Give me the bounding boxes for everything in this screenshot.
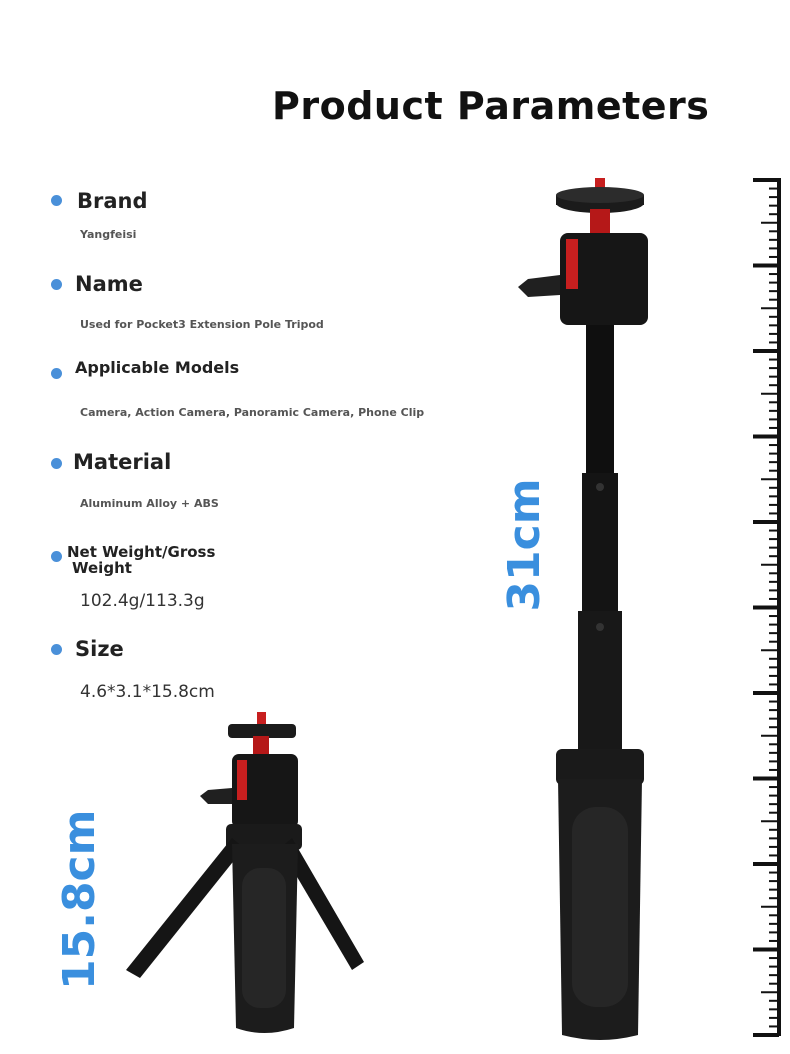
- ruler-tick: [769, 966, 779, 968]
- ruler-tick: [769, 829, 779, 831]
- ruler-tick: [761, 307, 779, 309]
- ruler-tick: [753, 948, 779, 952]
- ruler-tick: [769, 299, 779, 301]
- ruler-tick: [769, 632, 779, 634]
- ruler-tick: [769, 495, 779, 497]
- ruler-tick: [769, 1025, 779, 1027]
- ruler-tick: [769, 709, 779, 711]
- ruler-tick: [761, 906, 779, 908]
- ruler-tick: [769, 427, 779, 429]
- ruler-tick: [753, 178, 779, 182]
- ruler-tick: [769, 837, 779, 839]
- ruler-tick: [769, 940, 779, 942]
- ruler-tick: [769, 512, 779, 514]
- bullet-icon: [51, 458, 62, 469]
- spec-value: 4.6*3.1*15.8cm: [80, 682, 215, 702]
- dimension-label-extended: 31cm: [499, 478, 550, 612]
- ruler-tick: [769, 444, 779, 446]
- spec-label: Material: [73, 450, 172, 474]
- spec-label: Name: [75, 272, 143, 296]
- dimension-label-folded: 15.8cm: [54, 809, 105, 990]
- tripod-leg-left: [126, 838, 244, 978]
- ruler-tick: [769, 538, 779, 540]
- ruler-tick: [769, 726, 779, 728]
- ruler-tick: [769, 889, 779, 891]
- ruler-tick: [769, 247, 779, 249]
- ruler-tick: [769, 624, 779, 626]
- bullet-icon: [51, 551, 62, 562]
- spec-value: Aluminum Alloy + ABS: [80, 497, 219, 510]
- ruler-tick: [769, 316, 779, 318]
- ruler-tick: [769, 324, 779, 326]
- spec-value: Used for Pocket3 Extension Pole Tripod: [80, 318, 324, 331]
- ruler-tick: [769, 846, 779, 848]
- ruler-tick: [769, 880, 779, 882]
- ruler-tick: [769, 1008, 779, 1010]
- ruler-tick: [769, 897, 779, 899]
- ruler-tick: [769, 461, 779, 463]
- spec-value: Camera, Action Camera, Panoramic Camera, Phone Clip: [80, 406, 425, 419]
- ruler-tick: [769, 333, 779, 335]
- ruler-tick: [769, 854, 779, 856]
- ruler-tick: [769, 256, 779, 258]
- ruler-tick: [769, 230, 779, 232]
- ruler-tick: [753, 1033, 779, 1037]
- page-title: Product Parameters: [272, 84, 710, 128]
- ruler-tick: [769, 367, 779, 369]
- ruler-tick: [769, 666, 779, 668]
- ruler-tick: [761, 820, 779, 822]
- spec-label: Brand: [77, 189, 148, 213]
- spec-label: Size: [75, 637, 124, 661]
- ruler-tick: [753, 520, 779, 524]
- ruler: [725, 178, 785, 1048]
- ruler-tick: [769, 273, 779, 275]
- ruler-tick: [753, 777, 779, 781]
- ruler-tick: [769, 239, 779, 241]
- ruler-tick: [753, 691, 779, 695]
- bullet-icon: [51, 195, 62, 206]
- ruler-tick: [769, 205, 779, 207]
- ruler-tick: [769, 812, 779, 814]
- ruler-tick: [769, 547, 779, 549]
- ruler-tick: [769, 957, 779, 959]
- ruler-tick: [769, 401, 779, 403]
- ruler-tick: [769, 341, 779, 343]
- ruler-tick: [769, 658, 779, 660]
- pole-segment-1: [586, 325, 614, 475]
- ruler-tick: [769, 418, 779, 420]
- lock-knob: [200, 788, 232, 804]
- spec-value: 102.4g/113.3g: [80, 591, 205, 611]
- ruler-tick: [761, 222, 779, 224]
- lock-knob: [518, 275, 560, 297]
- ruler-tick: [753, 435, 779, 439]
- bullet-icon: [51, 368, 62, 379]
- ruler-tick: [753, 862, 779, 866]
- ruler-tick: [769, 470, 779, 472]
- ruler-tick: [769, 282, 779, 284]
- ruler-tick: [769, 598, 779, 600]
- ruler-tick: [769, 453, 779, 455]
- ruler-tick: [769, 795, 779, 797]
- ruler-tick: [769, 188, 779, 190]
- ruler-tick: [761, 991, 779, 993]
- ruler-tick: [769, 581, 779, 583]
- ruler-tick: [769, 572, 779, 574]
- folded-tripod-image: [120, 708, 380, 1038]
- ruler-tick: [769, 923, 779, 925]
- spec-value: Yangfeisi: [80, 228, 137, 241]
- ruler-tick: [769, 555, 779, 557]
- ruler-tick: [769, 504, 779, 506]
- ruler-tick: [769, 769, 779, 771]
- bullet-icon: [51, 644, 62, 655]
- spec-label-line1: Net Weight/Gross: [67, 543, 216, 561]
- ruler-tick: [769, 931, 779, 933]
- ruler-tick: [769, 974, 779, 976]
- ruler-tick: [769, 410, 779, 412]
- ruler-tick: [769, 803, 779, 805]
- spec-label: Applicable Models: [75, 358, 240, 377]
- ruler-tick: [769, 983, 779, 985]
- ruler-tick: [761, 564, 779, 566]
- pole-segment-3: [578, 611, 622, 751]
- ruler-tick: [753, 349, 779, 353]
- ruler-tick: [761, 393, 779, 395]
- ruler-tick: [769, 718, 779, 720]
- ruler-tick: [769, 641, 779, 643]
- ruler-tick: [769, 384, 779, 386]
- ruler-tick: [769, 359, 779, 361]
- ruler-tick: [753, 264, 779, 268]
- ruler-tick: [769, 290, 779, 292]
- ruler-tick: [769, 530, 779, 532]
- spec-label-line2: Weight: [72, 559, 132, 577]
- ruler-tick: [769, 196, 779, 198]
- pole-segment-2: [582, 473, 618, 613]
- ruler-tick: [769, 760, 779, 762]
- ruler-tick: [769, 213, 779, 215]
- ruler-tick: [769, 752, 779, 754]
- ruler-tick: [769, 615, 779, 617]
- ruler-tick: [769, 914, 779, 916]
- ruler-tick: [761, 649, 779, 651]
- ruler-tick: [769, 872, 779, 874]
- bullet-icon: [51, 279, 62, 290]
- ruler-tick: [769, 1017, 779, 1019]
- ruler-tick: [761, 735, 779, 737]
- ruler-tick: [753, 606, 779, 610]
- ruler-tick: [769, 487, 779, 489]
- ruler-tick: [769, 1000, 779, 1002]
- ruler-tick: [769, 589, 779, 591]
- ruler-tick: [769, 683, 779, 685]
- mount-screw: [257, 712, 266, 724]
- ruler-tick: [761, 478, 779, 480]
- ruler-tick: [769, 786, 779, 788]
- ruler-tick: [769, 675, 779, 677]
- mount-plate: [228, 724, 296, 738]
- ruler-tick: [769, 701, 779, 703]
- ruler-tick: [769, 376, 779, 378]
- ruler-tick: [769, 743, 779, 745]
